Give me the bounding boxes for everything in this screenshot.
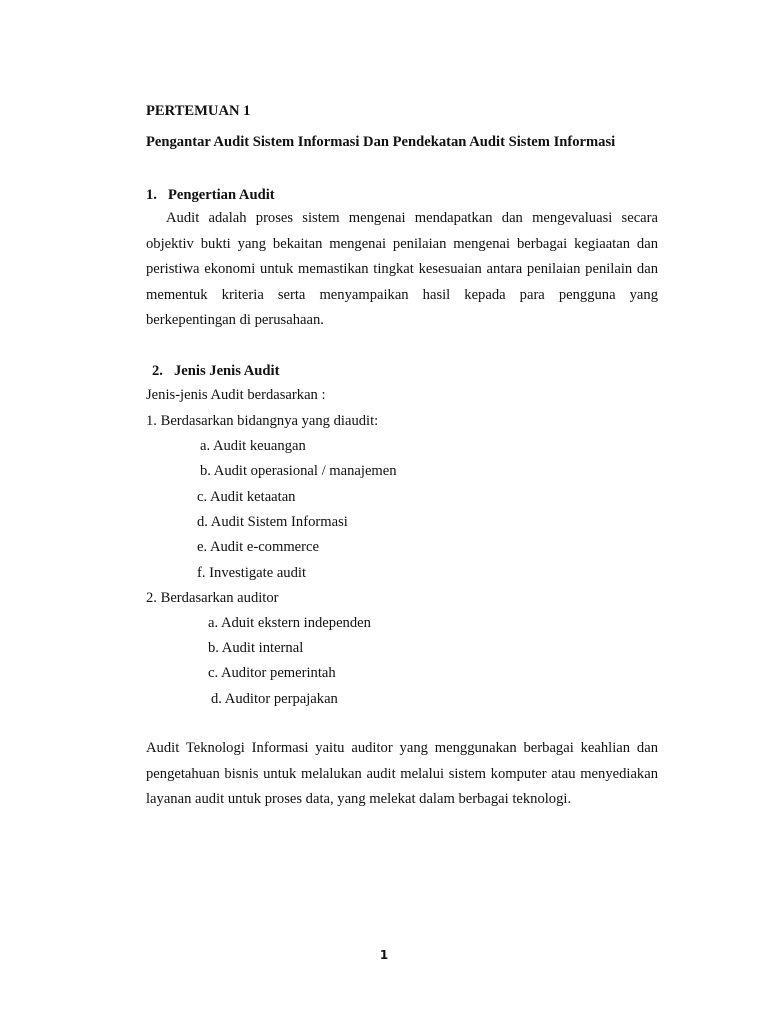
- list-item: d. Audit Sistem Informasi: [197, 514, 348, 530]
- section-2-intro: Jenis-jenis Audit berdasarkan :: [146, 387, 326, 403]
- section-1-paragraph-text: Audit adalah proses sistem mengenai mendapatkan dan mengevaluasi secara objektiv bukti yang bekaitan mengenai penilaian mengenai berbagai kegiaatan dan peristiwa ekonomi untuk memastikan tingkat kesesuaian antara penilaian penilain dan mementuk kriteria serta menyampaikan hasil kepada para pengguna yang berkepentingan di perusahaan.: [146, 210, 658, 328]
- closing-paragraph-text: Audit Teknologi Informasi yaitu auditor yang menggunakan berbagai keahlian dan pengetahuan bisnis untuk melalukan audit melalui sistem komputer atau menyediakan layanan audit untuk proses data, yang melekat dalam berbagai teknologi.: [146, 740, 658, 807]
- list-item: a. Audit keuangan: [200, 438, 306, 454]
- list-item: b. Audit operasional / manajemen: [200, 463, 397, 479]
- section-2-number: 2.: [152, 363, 163, 379]
- list-item: b. Audit internal: [208, 640, 304, 656]
- meeting-title: PERTEMUAN 1: [146, 103, 251, 119]
- section-1-title: Pengertian Audit: [168, 187, 275, 203]
- closing-paragraph: [146, 736, 658, 813]
- page-number: 1: [379, 948, 389, 962]
- section-2-heading: [152, 362, 279, 380]
- group-2-title: 2. Berdasarkan auditor: [146, 590, 279, 606]
- list-item: d. Auditor perpajakan: [211, 691, 338, 707]
- list-item: e. Audit e-commerce: [197, 539, 319, 555]
- section-1-paragraph: [146, 206, 658, 334]
- document-subtitle: Pengantar Audit Sistem Informasi Dan Pendekatan Audit Sistem Informasi: [146, 134, 616, 150]
- section-1-heading: [146, 186, 275, 204]
- list-item: c. Audit ketaatan: [197, 489, 296, 505]
- section-2-title: Jenis Jenis Audit: [174, 363, 280, 379]
- list-item: a. Aduit ekstern independen: [208, 615, 371, 631]
- list-item: c. Auditor pemerintah: [208, 665, 336, 681]
- section-1-number: 1.: [146, 187, 157, 203]
- group-1-title: 1. Berdasarkan bidangnya yang diaudit:: [146, 413, 379, 429]
- list-item: f. Investigate audit: [197, 565, 307, 581]
